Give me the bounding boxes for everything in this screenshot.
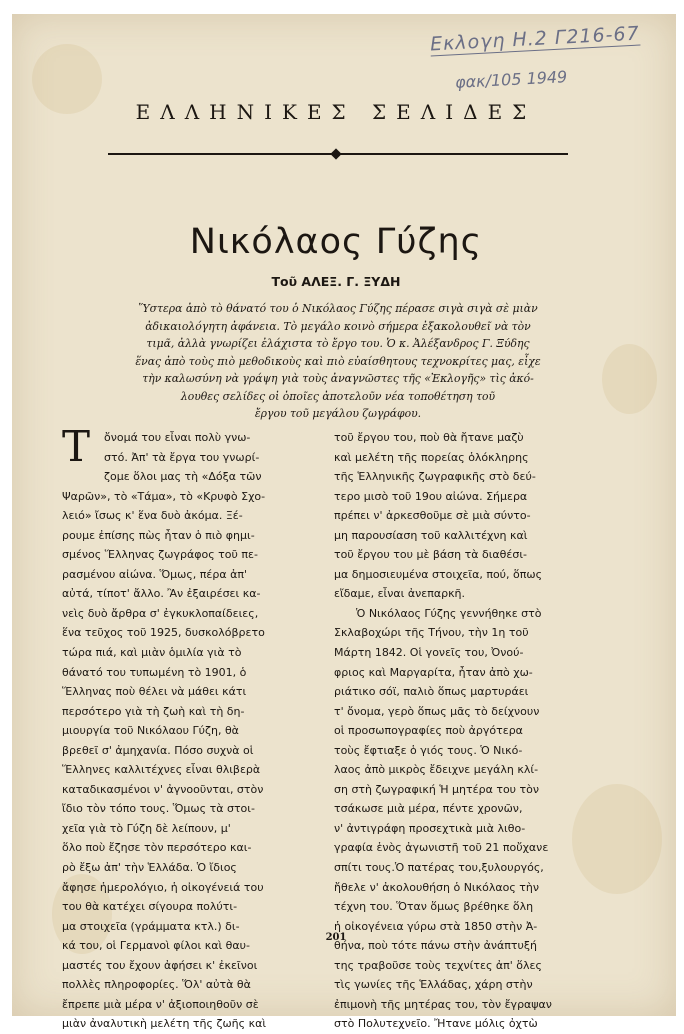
text-line: ἄφησε ἡμερολόγιο, ἡ οἰκογένειά του: [62, 880, 264, 894]
lead-line: τὴν καλωσύνη νὰ γράψη γιὰ τοὺς ἀναγνῶστες τῆς «Ἐκλογῆς» τὶς ἀκό-: [142, 372, 534, 385]
text-line: Ἕλληνας ποὺ θέλει νὰ μάθει κάτι: [62, 685, 247, 699]
text-line: Ἕλληνες καλλιτέχνες εἶναι θλιβερὰ: [62, 763, 261, 777]
text-line: εἴδαμε, εἶναι ἀνεπαρκῆ.: [334, 587, 466, 601]
text-line: πολλὲς πληροφορίες. Ὅλ' αὐτὰ θὰ: [62, 978, 251, 992]
text-line: ἕνα τεῦχος τοῦ 1925, δυσκολόβρετο: [62, 626, 265, 640]
text-line: οἱ προσωπογραφίες ποὺ ἀργότερα: [334, 724, 523, 738]
lead-line: ἀδικαιολόγητη ἀφάνεια. Τὸ μεγάλο κοινὸ σήμερα ἐξακολουθεῖ νὰ τὸν: [145, 319, 531, 333]
text-line: μα στοιχεῖα (γράμματα κτλ.) δι-: [62, 919, 240, 933]
text-line: ὄνομά του εἶναι πολὺ γνω-: [104, 431, 251, 444]
text-line: σμένος Ἕλληνας ζωγράφος τοῦ πε-: [62, 548, 258, 562]
article-title: Νικόλαος Γύζης: [189, 222, 483, 262]
lead-line: λουθες σελίδες οἱ ὁποῖες ἀποτελοῦν νέα τοποθέτηση τοῦ: [180, 389, 496, 403]
text-line: σπίτι τους.Ὁ πατέρας του,ξυλουργός,: [334, 861, 544, 875]
lead-line: ἔργου τοῦ μεγάλου ζωγράφου.: [254, 407, 422, 420]
text-line: ση στὴ ζωγραφική Ἡ μητέρα του τὸν: [334, 782, 540, 796]
article-lead: [62, 300, 614, 423]
text-line: ὅλο ποὺ ἔζησε τὸν περσότερο και-: [62, 841, 252, 855]
text-line: τέχνη του. Ὅταν ὅμως βρέθηκε ὅλη: [334, 900, 534, 914]
text-line: μα δημοσιευμένα στοιχεῖα, πού, ὅπως: [334, 567, 543, 581]
text-line: του θὰ κατέχει σίγουρα πολύτι-: [62, 900, 238, 914]
text-line: περσότερο γιὰ τὴ ζωὴ καὶ τὴ δη-: [62, 704, 245, 718]
text-line: μιὰν ἀναλυτικὴ μελέτη τῆς ζωῆς καὶ: [62, 1017, 267, 1031]
text-line: ζομε ὅλοι μας τὴ «Δόξα τῶν: [104, 470, 262, 484]
text-line: τ' ὄνομα, γερὸ ὅπως μᾶς τὸ δείχνουν: [334, 704, 540, 718]
text-line: λαος ἀπὸ μικρὸς ἔδειχνε μεγάλη κλί-: [334, 763, 539, 777]
text-line: κά του, οἱ Γερμανοὶ φίλοι καὶ θαυ-: [62, 939, 250, 953]
text-line: Ψαρῶν», τὸ «Τάμα», τὸ «Κρυφὸ Σχο-: [62, 489, 266, 503]
text-line: ἤθελε ν' ἀκολουθήση ὁ Νικόλαος τὴν: [334, 880, 540, 894]
lead-line: Ὕστερα ἀπὸ τὸ θάνατό του ὁ Νικόλαος Γύζης πέρασε σιγὰ σιγὰ σὲ μιὰν: [138, 302, 538, 315]
text-line: μαστές του ἔχουν ἀφήσει κ' ἐκεῖνοι: [62, 958, 258, 972]
text-line: Ὁ Νικόλαος Γύζης γεννήθηκε στὸ: [356, 606, 542, 620]
text-line: ἡ οἰκογένεια γύρω στὰ 1850 στὴν Ἀ-: [334, 919, 538, 933]
text-line: καὶ μελέτη τῆς πορείας ὁλόκληρης: [334, 450, 529, 464]
right-column: [334, 428, 602, 1034]
text-line: τοῦ ἔργου του μὲ βάση τὰ διαθέσι-: [334, 548, 528, 562]
article-byline: Τοῦ ΑΛΕΞ. Γ. ΞΥΔΗ: [271, 274, 401, 289]
text-line: Σκλαβοχώρι τῆς Τήνου, τὴν 1η τοῦ: [334, 626, 529, 640]
text-line: τερο μισὸ τοῦ 19ου αἰώνα. Σήμερα: [334, 489, 528, 503]
archive-annotation-line-1: Εκλογη Η.2 Γ216-67: [429, 22, 641, 56]
text-line: τοῦ ἔργου του, ποὺ θὰ ἤτανε μαζὺ: [334, 431, 524, 444]
text-line: θάνατό του τυπωμένη τὸ 1901, ὁ: [62, 665, 247, 679]
text-line: στό. Ἀπ' τὰ ἔργα του γνωρί-: [104, 450, 260, 464]
text-line: ἐπιμονὴ τῆς μητέρας του, τὸν ἔγραψαν: [334, 997, 552, 1011]
text-line: ριάτικο σόϊ, παλιὸ ὅπως μαρτυράει: [334, 685, 529, 699]
lead-line: τιμᾶ, ἀλλὰ γνωρίζει ἐλάχιστα τὸ ἔργο του. Ὁ κ. Ἀλέξανδρος Γ. Ξύδης: [146, 337, 530, 350]
text-line: στὸ Πολυτεχνεῖο. Ἤτανε μόλις ὀχτὼ: [334, 1017, 538, 1031]
text-line: θήνα, ποὺ τότε πάνω στὴν ἀνάπτυξή: [334, 939, 538, 953]
text-line: τσάκωσε μιὰ μέρα, πέντε χρονῶν,: [334, 802, 523, 816]
rule-diamond: [330, 148, 341, 159]
text-line: ἔπρεπε μιὰ μέρα ν' ἀξιοποιηθοῦν σὲ: [62, 997, 259, 1011]
text-line: τῆς Ἑλληνικῆς ζωγραφικῆς στὸ δεύ-: [334, 470, 536, 484]
text-line: γραφία ἑνὸς ἀγωνιστῆ τοῦ 21 ποὔχανε: [334, 841, 549, 855]
ornamental-rule: [108, 150, 568, 158]
lead-line: ἕνας ἀπὸ τοὺς πιὸ μεθοδικοὺς καὶ πιὸ εὐαίσθητους τεχνοκρίτες μας, εἶχε: [135, 354, 541, 368]
text-line: μη παρουσίαση τοῦ καλλιτέχνη καὶ: [334, 528, 528, 542]
text-line: ρὸ ἔξω ἀπ' τὴν Ἑλλάδα. Ὁ ἴδιος: [62, 861, 237, 875]
text-line: Μάρτη 1842. Οἱ γονεῖς του, Ὀνού-: [334, 646, 524, 660]
archive-annotation-line-2: φακ/105 1949: [454, 67, 568, 92]
text-line: καταδικασμένοι ν' ἀγνοοῦνται, στὸν: [62, 782, 264, 796]
text-line: μιουργία τοῦ Νικόλαου Γύζη, θὰ: [62, 724, 239, 738]
text-line: ρουμε ἐπίσης πὼς ἦταν ὁ πιὸ φημι-: [62, 528, 255, 542]
drop-cap: Τ: [62, 422, 91, 471]
text-line: ν' ἀντιγράφη προσεχτικὰ μιὰ λιθο-: [334, 821, 526, 835]
text-line: τώρα πιά, καὶ μιὰν ὁμιλία γιὰ τὸ: [62, 646, 242, 660]
text-line: αὐτά, τίποτ' ἄλλο. Ἂν ἐξαιρέσει κα-: [62, 587, 261, 601]
text-line: νεὶς δυὸ ἄρθρα σ' ἐγκυκλοπαίδειες,: [62, 606, 259, 620]
text-line: βρεθεῖ σ' ἀμηχανία. Πόσο συχνὰ οἱ: [62, 743, 254, 757]
left-column: [62, 422, 330, 1034]
text-line: τὶς γωνίες τῆς Ἑλλάδας, χάρη στὴν: [334, 978, 533, 992]
text-line: της τραβοῦσε τοὺς τεχνίτες ἀπ' ὅλες: [334, 958, 542, 972]
section-masthead: ΕΛΛΗΝΙΚΕΣ ΣΕΛΙΔΕΣ: [135, 100, 537, 124]
text-line: ρασμένου αἰώνα. Ὅμως, πέρα ἀπ': [62, 567, 247, 581]
text-line: χεῖα γιὰ τὸ Γύζη δὲ λείπουν, μ': [62, 821, 231, 835]
text-line: φριος καὶ Μαργαρίτα, ἦταν ἀπὸ χω-: [334, 665, 533, 679]
text-line: πρέπει ν' ἀρκεσθοῦμε σὲ μιὰ σύντο-: [334, 509, 531, 523]
text-line: λειό» ἴσως κ' ἕνα δυὸ ἀκόμα. Ξέ-: [62, 509, 243, 523]
text-line: ἴδιο τὸν τόπο τους. Ὅμως τὰ στοι-: [62, 802, 255, 816]
page-number: 201: [325, 932, 347, 943]
text-line: τοὺς ἔφτιαξε ὁ γιός τους. Ὁ Νικό-: [334, 743, 523, 757]
